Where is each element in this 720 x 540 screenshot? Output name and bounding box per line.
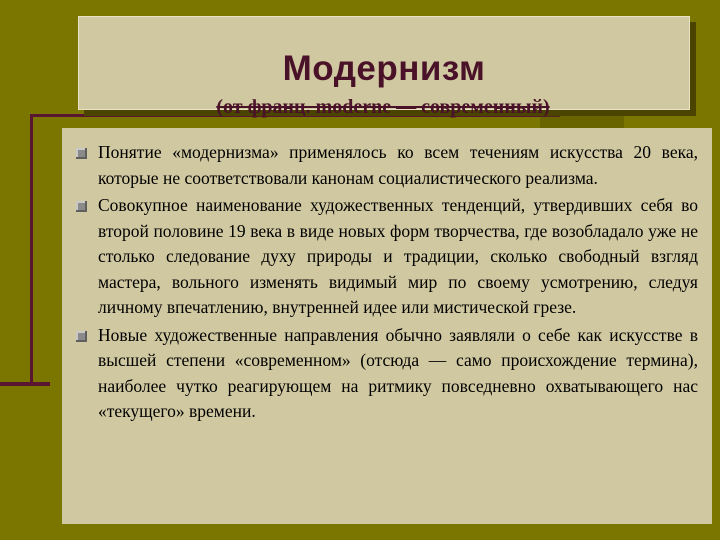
bullet-item <box>76 323 698 425</box>
decorative-rule-left <box>30 116 33 384</box>
bullet-text: Новые художественные направления обычно заявляли о себе как искусстве в высшей степени «современном» (отсюда — само происхождение термина), наиболее чутко реагирующем на ритмику повседневно охватывающего нас «текущего» времени. <box>98 324 698 421</box>
square-bullet-icon <box>76 201 87 212</box>
content-panel <box>62 128 712 524</box>
bullet-item <box>76 193 698 321</box>
bullet-item <box>76 140 698 191</box>
bullet-text: Понятие «модернизма» применялось ко всем течениям искусства 20 века, которые не соответствовали канонам социалистического реализма. <box>98 142 698 188</box>
square-bullet-icon <box>76 331 87 342</box>
square-bullet-icon <box>76 148 87 159</box>
bullet-text: Совокупное наименование художественных тенденций, утвердивших себя во второй половине 19 века в виде новых форм творчества, где возобладало уже не столько следование духу природы и традиции, сколько свободный взгляд мастера, вольного изменять видимый мир по своему усмотрению, следуя личному впечатлению, внутренней идее или мистической грезе. <box>98 195 698 317</box>
slide-title: Модернизм <box>282 49 486 88</box>
decorative-rule-bottom <box>0 382 50 386</box>
bullet-list <box>62 128 712 425</box>
slide-subtitle: (от франц. moderne — современный) <box>216 96 550 118</box>
